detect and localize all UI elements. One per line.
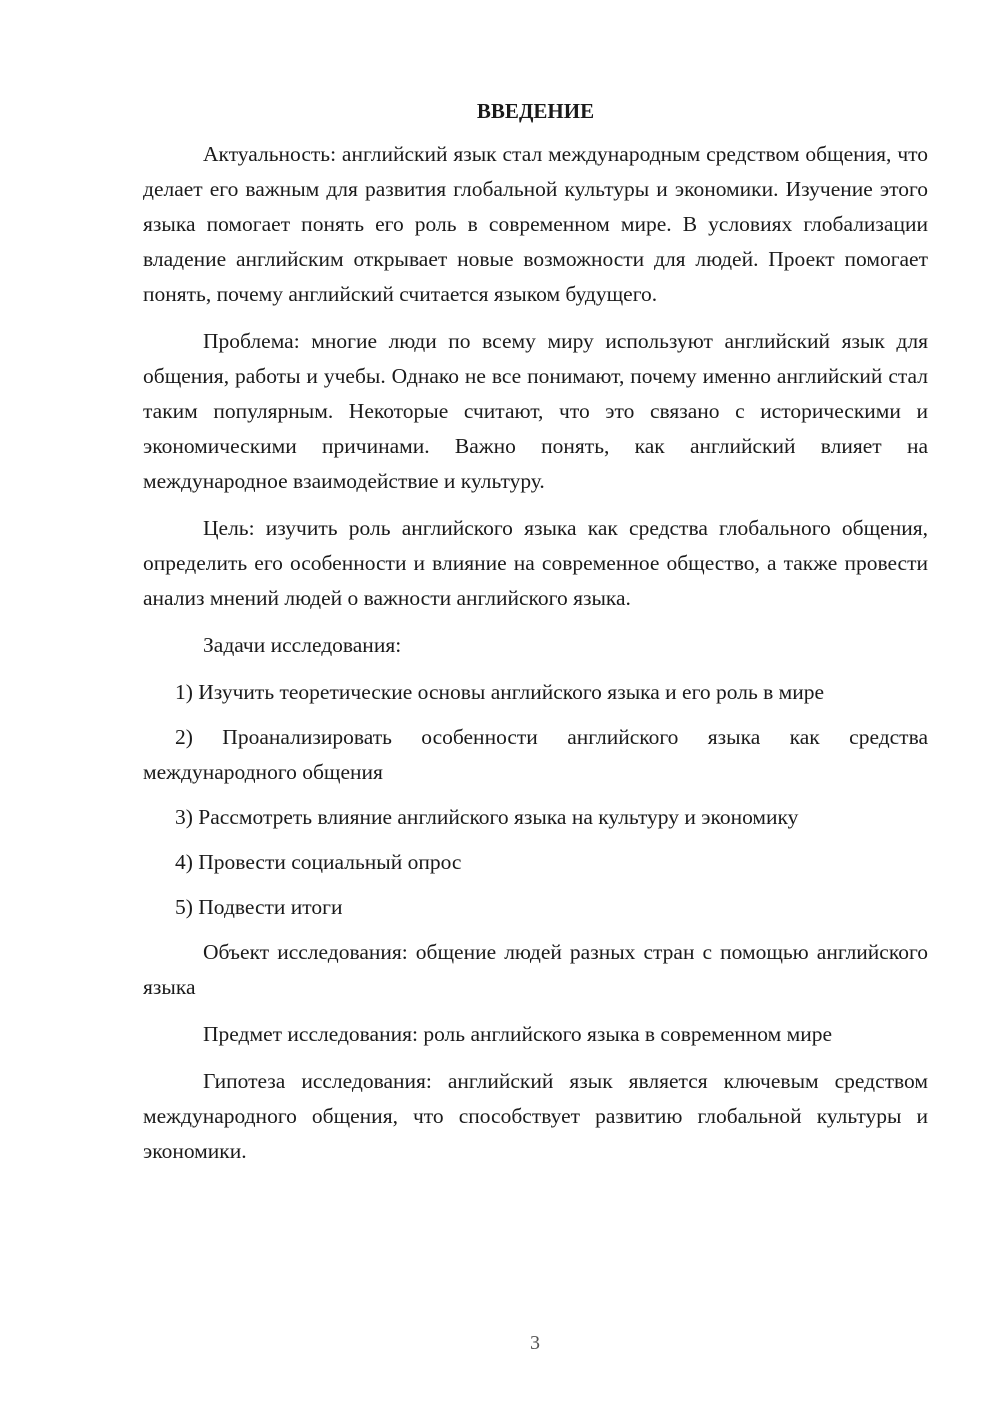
object-paragraph: Объект исследования: общение людей разных стран с помощью английского языка bbox=[143, 940, 928, 999]
task-item-4: 4) Провести социальный опрос bbox=[175, 850, 462, 874]
goal-paragraph: Цель: изучить роль английского языка как средства глобального общения, определить его особенности и влияние на современное общество, а также провести анализ мнений людей о важности английского языка. bbox=[143, 516, 928, 610]
subject-paragraph: Предмет исследования: роль английского языка в современном мире bbox=[203, 1022, 833, 1046]
task-item-5: 5) Подвести итоги bbox=[175, 895, 343, 919]
tasks-title: Задачи исследования: bbox=[203, 633, 402, 657]
problem-paragraph: Проблема: многие люди по всему миру используют английский язык для общения, работы и учебы. Однако не все понимают, почему именно английский стал таким популярным. Некоторые считают, что это связано с историческими и экономическими причинами. Важно понять, как английский влияет на международное взаимодействие и культуру. bbox=[143, 329, 928, 493]
relevance-paragraph: Актуальность: английский язык стал международным средством общения, что делает его важным для развития глобальной культуры и экономики. Изучение этого языка помогает понять его роль в современном мире. В условиях глобализации владение английским открывает новые возможности для людей. Проект помогает понять, почему английский считается языком будущего. bbox=[143, 142, 928, 306]
task-item-2: 2) Проанализировать особенности английского языка как средства международного общения bbox=[143, 725, 928, 784]
page-number: 3 bbox=[530, 1332, 540, 1354]
page-content bbox=[143, 96, 928, 1169]
section-heading: ВВЕДЕНИЕ bbox=[476, 99, 595, 123]
hypothesis-paragraph: Гипотеза исследования: английский язык является ключевым средством международного общения, что способствует развитию глобальной культуры и экономики. bbox=[143, 1069, 928, 1163]
task-item-1: 1) Изучить теоретические основы английского языка и его роль в мире bbox=[175, 680, 825, 704]
task-item-3: 3) Рассмотреть влияние английского языка на культуру и экономику bbox=[175, 805, 799, 829]
